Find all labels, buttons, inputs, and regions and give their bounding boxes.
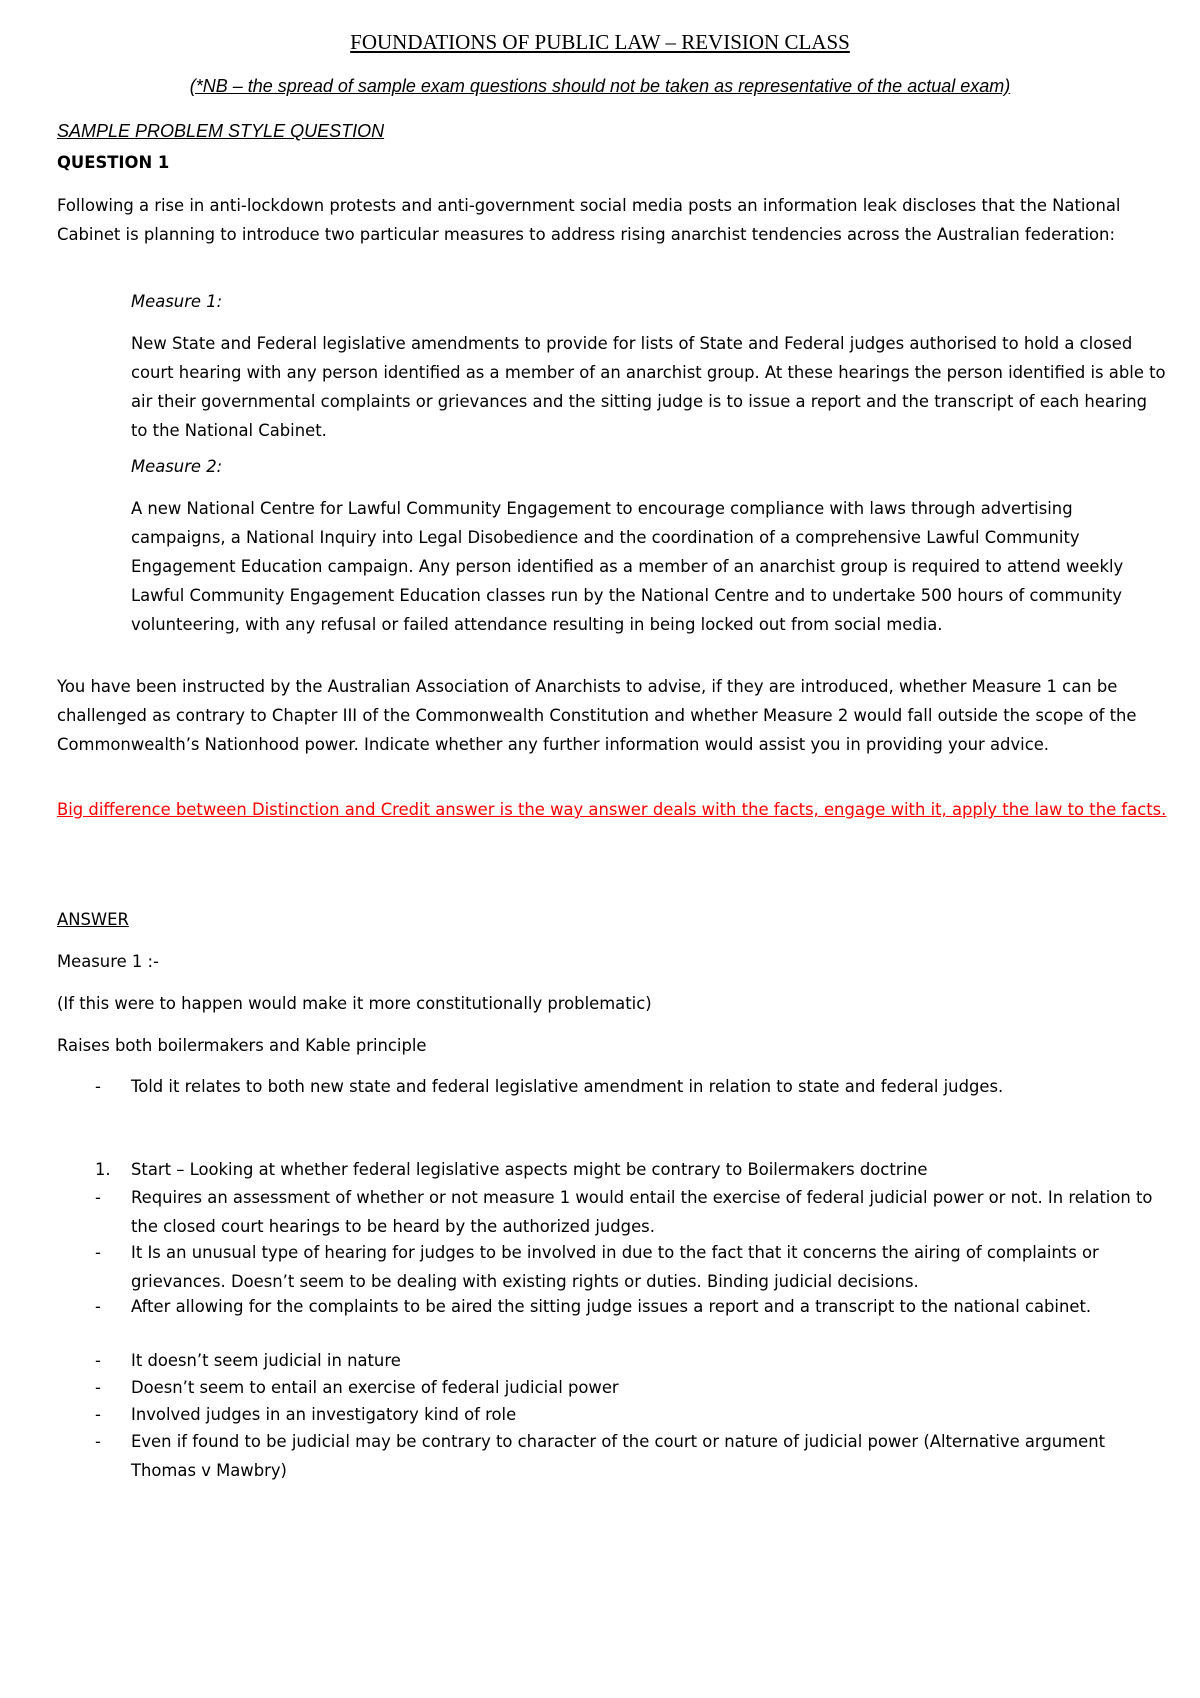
dash-marker: - <box>95 1188 101 1207</box>
section-heading: SAMPLE PROBLEM STYLE QUESTION <box>57 121 385 141</box>
dash-marker: - <box>95 1378 101 1397</box>
question-heading: QUESTION 1 <box>57 153 170 172</box>
numbered-item-text: Start – Looking at whether federal legislative aspects might be contrary to Boilermakers doctrine <box>131 1160 928 1179</box>
answer-raises: Raises both boilermakers and Kable principle <box>57 1036 427 1055</box>
question-instruction: You have been instructed by the Australian Association of Anarchists to advise, if they are introduced, whether Measure 1 can be challenged as contrary to Chapter III of the Commonwealth Constitution and whether Measure 2 would fall outside the scope of the Commonwealth’s Nationhood power. Indicate whether any further information would assist you in providing your advice. <box>57 677 1137 754</box>
answer-heading: ANSWER <box>57 910 129 929</box>
list-item <box>95 1346 1167 1375</box>
list-item <box>95 1427 1167 1485</box>
list-item-text: Doesn’t seem to entail an exercise of federal judicial power <box>131 1378 619 1397</box>
list-item-text: Requires an assessment of whether or not measure 1 would entail the exercise of federal judicial power or not. In relation to the closed court hearings to be heard by the authorized judges. <box>131 1188 1153 1236</box>
dash-marker: - <box>95 1405 101 1424</box>
list-item-text: Told it relates to both new state and federal legislative amendment in relation to state and federal judges. <box>131 1077 1004 1096</box>
answer-measure-label: Measure 1 :- <box>57 952 159 971</box>
document-title: FOUNDATIONS OF PUBLIC LAW – REVISION CLASS <box>350 30 850 54</box>
numbered-item <box>95 1155 1167 1184</box>
measure1-text: New State and Federal legislative amendments to provide for lists of State and Federal judges authorised to hold a closed court hearing with any person identified as a member of an anarchist group. At these hearings the person identified is able to air their governmental complaints or grievances and the sitting judge is to issue a report and the transcript of each hearing to the National Cabinet. <box>131 334 1166 440</box>
question-intro: Following a rise in anti-lockdown protests and anti-government social media posts an information leak discloses that the National Cabinet is planning to introduce two particular measures to address rising anarchist tendencies across the Australian federation: <box>57 196 1121 244</box>
measure1-label: Measure 1: <box>131 292 223 311</box>
dash-marker: - <box>95 1077 101 1096</box>
dash-marker: - <box>95 1351 101 1370</box>
answer-paren-note: (If this were to happen would make it more constitutionally problematic) <box>57 994 652 1013</box>
list-item <box>95 1373 1167 1402</box>
grading-note: Big difference between Distinction and Credit answer is the way answer deals with the facts, engage with it, apply the law to the facts. <box>57 800 1167 819</box>
list-item <box>95 1400 1167 1429</box>
list-item <box>95 1238 1167 1296</box>
dash-marker: - <box>95 1243 101 1262</box>
dash-marker: - <box>95 1432 101 1451</box>
dash-marker: - <box>95 1297 101 1316</box>
list-item-text: It Is an unusual type of hearing for judges to be involved in due to the fact that it concerns the airing of complaints or grievances. Doesn’t seem to be dealing with existing rights or duties. Binding judicial decisions. <box>131 1243 1099 1291</box>
list-item <box>95 1072 1167 1101</box>
nb-note: (*NB – the spread of sample exam questions should not be taken as representative of the actual exam) <box>189 76 1011 96</box>
list-item-text: Involved judges in an investigatory kind of role <box>131 1405 517 1424</box>
list-item-text: After allowing for the complaints to be aired the sitting judge issues a report and a transcript to the national cabinet. <box>131 1297 1092 1316</box>
measure2-text: A new National Centre for Lawful Community Engagement to encourage compliance with laws through advertising campaigns, a National Inquiry into Legal Disobedience and the coordination of a comprehensive Lawful Community Engagement Education campaign. Any person identified as a member of an anarchist group is required to attend weekly Lawful Community Engagement Education classes run by the National Centre and to undertake 500 hours of community volunteering, with any refusal or failed attendance resulting in being locked out from social media. <box>131 499 1124 634</box>
list-item-text: Even if found to be judicial may be contrary to character of the court or nature of judicial power (Alternative argument Thomas v Mawbry) <box>131 1432 1106 1480</box>
list-item <box>95 1183 1167 1241</box>
list-item <box>95 1292 1167 1321</box>
measure2-label: Measure 2: <box>131 457 223 476</box>
list-item-text: It doesn’t seem judicial in nature <box>131 1351 401 1370</box>
number-marker: 1. <box>95 1160 111 1179</box>
